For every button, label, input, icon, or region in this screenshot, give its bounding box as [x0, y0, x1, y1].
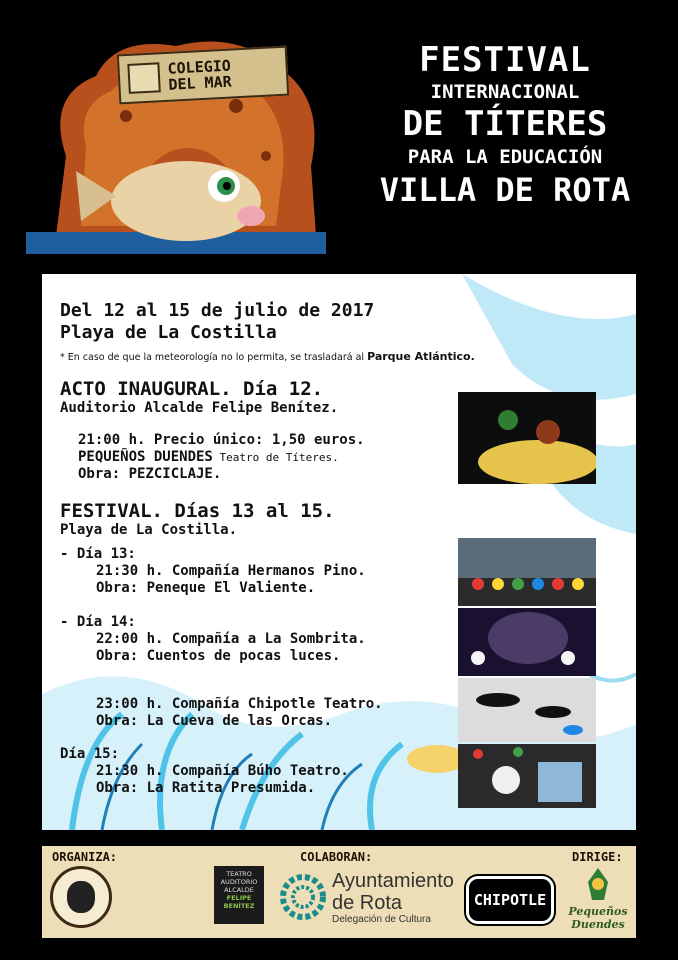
dirige-label: DIRIGE:	[572, 850, 623, 864]
day-15-show-work: Obra: La Ratita Presumida.	[96, 780, 316, 796]
day-13-label: - Día 13:	[60, 546, 136, 562]
inaugural-time-price: 21:00 h. Precio único: 1,50 euros.	[78, 432, 365, 448]
day-13-show-time: 21:30 h. Compañía Hermanos Pino.	[96, 563, 366, 579]
sponsors-footer	[42, 846, 636, 938]
organiza-label: ORGANIZA:	[52, 850, 118, 864]
title-line-2: INTERNACIONAL	[430, 81, 580, 103]
weather-note-place: Parque Atlántico.	[367, 350, 475, 363]
header	[0, 0, 678, 262]
colegio-line-2: DEL MAR	[167, 72, 233, 94]
inaugural-company-name: PEQUEÑOS DUENDES	[78, 449, 213, 465]
weather-note-text: * En caso de que la meteorología no lo permita, se trasladará al	[60, 352, 368, 363]
day-15-show-time: 21:30 h. Compañía Búho Teatro.	[96, 763, 349, 779]
pequenos-duendes-text: Pequeños Duendes	[568, 905, 628, 931]
day-13-show-work: Obra: Peneque El Valiente.	[96, 580, 316, 596]
teatro-line-1: TEATRO	[226, 870, 252, 878]
teatro-line-4: FELIPE	[226, 894, 252, 902]
teatro-line-5: BENÍTEZ	[223, 902, 255, 910]
day-15-label: Día 15:	[60, 746, 120, 762]
title-line-4: PARA LA EDUCACIÓN	[407, 146, 603, 168]
school-logo-icon	[127, 62, 161, 94]
title-line-3: DE TÍTERES	[402, 104, 608, 144]
inaugural-place: Auditorio Alcalde Felipe Benítez.	[60, 400, 339, 416]
ayuntamiento-rota-logo	[332, 870, 462, 930]
teatro-line-3: ALCALDE	[224, 886, 254, 894]
title-line-5: VILLA DE ROTA	[379, 171, 631, 209]
day-14-show-1-work: Obra: Cuentos de pocas luces.	[96, 648, 341, 664]
inaugural-work: Obra: PEZCICLAJE.	[78, 466, 222, 482]
rota-emblem-icon	[278, 872, 328, 922]
teatro-line-2: AUDITORIO	[220, 878, 258, 886]
ayto-line-3: Delegación de Cultura	[332, 914, 431, 925]
program-panel	[42, 274, 636, 830]
inaugural-heading: ACTO INAUGURAL. Día 12.	[60, 378, 324, 400]
inaugural-company	[78, 449, 339, 465]
colegio-del-mar-sign	[117, 46, 289, 105]
ayto-line-1: Ayuntamiento	[332, 870, 454, 892]
foundation-seal-logo	[50, 866, 112, 928]
inaugural-company-suffix: Teatro de Títeres.	[212, 451, 339, 464]
weather-note	[60, 350, 475, 363]
colaboran-label: COLABORAN:	[300, 850, 373, 864]
festival-venue: Playa de La Costilla	[60, 322, 277, 343]
festival-heading: FESTIVAL. Días 13 al 15.	[60, 500, 335, 522]
festival-dates: Del 12 al 15 de julio de 2017	[60, 300, 375, 321]
day-14-show-2-time: 23:00 h. Compañía Chipotle Teatro.	[96, 696, 383, 712]
pequenos-duendes-logo	[566, 866, 630, 932]
cuentos-photo	[458, 608, 596, 676]
teatro-auditorio-logo	[214, 866, 264, 924]
day-14-show-2-work: Obra: La Cueva de las Orcas.	[96, 713, 333, 729]
chipotle-logo: CHIPOTLE	[466, 876, 554, 924]
colegio-sign-text	[167, 58, 232, 93]
title-line-1: FESTIVAL	[419, 40, 591, 80]
day-14-label: - Día 14:	[60, 614, 136, 630]
peneque-photo	[458, 538, 596, 606]
festival-title	[340, 40, 670, 210]
festival-place: Playa de La Costilla.	[60, 522, 238, 538]
day-14-show-1-time: 22:00 h. Compañía a La Sombrita.	[96, 631, 366, 647]
ayto-line-2: de Rota	[332, 892, 403, 914]
portrait-icon	[67, 881, 95, 913]
pezciclaje-photo	[458, 392, 596, 484]
ratita-photo	[458, 744, 596, 808]
cueva-orcas-photo	[458, 678, 596, 742]
colegio-line-1: COLEGIO	[167, 56, 232, 78]
duende-icon	[578, 866, 618, 902]
